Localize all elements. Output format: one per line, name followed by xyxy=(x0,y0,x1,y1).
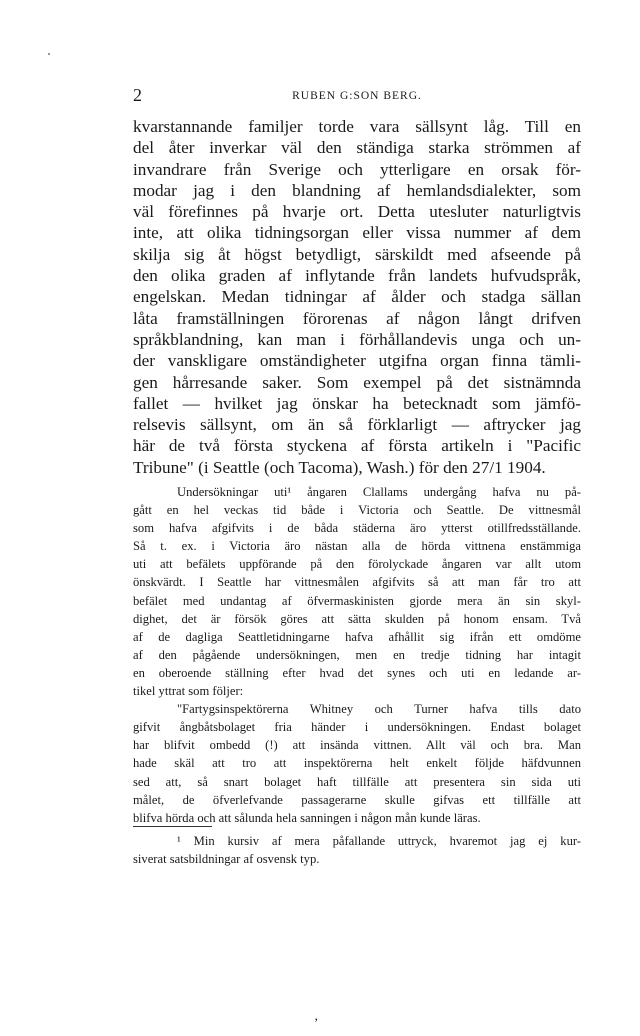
text-line: språkblandning, kan man i förhållandevis unga och un- xyxy=(133,329,581,349)
quote-line: befälet med undantag af öfvermaskinisten gjorde mera än sin skyl- xyxy=(133,593,581,608)
text-line: låta framställningen förorenas af någon långt drifven xyxy=(133,308,581,328)
text-line: inte, att olika tidningsorgan eller vissa nummer af dem xyxy=(133,223,581,243)
page-header xyxy=(133,86,581,106)
quote-line: gifvit ångbåtsbolaget fria händer i undersökningen. Endast bolaget xyxy=(133,720,581,735)
text-line: den olika graden af inflytande från landets hufvudspråk, xyxy=(133,266,581,286)
quote-line: af den pågående undersökningen, men en tredje tidning har intagit xyxy=(133,647,581,662)
quote-line: Undersökningar uti¹ ångaren Clallams undergång hafva nu på- xyxy=(177,485,581,499)
quote-line: af de dagliga Seattletidningarne hafva afhållit sig ifrån ett omdöme xyxy=(133,629,581,644)
text-line: fallet — hvilket jag önskar ha betecknadt som jämfö- xyxy=(133,393,581,413)
print-mark: ʼ xyxy=(314,1015,319,1030)
footnote-divider xyxy=(133,826,212,827)
footnote xyxy=(133,832,581,869)
footnote-line: ¹ Min kursiv af mera påfallande uttryck, hvaremot jag ej kur- xyxy=(177,834,581,848)
text-line: engelskan. Medan tidningar af ålder och stadga sällan xyxy=(133,287,581,307)
footnote-line: siverat satsbildningar af osvensk typ. xyxy=(133,852,320,867)
quote-line: Så t. ex. i Victoria äro nästan alla de hörda vittnena enstämmiga xyxy=(133,539,581,554)
quote-line: som hafva afgifvits i de båda städerna äro ytterst otillfredsställande. xyxy=(133,521,581,536)
quote-line: hade skäl att tro att inspektörerna helt enkelt följde häfdvunnen xyxy=(133,756,581,771)
running-head: RUBEN G:SON BERG. xyxy=(292,90,422,102)
page-number: 2 xyxy=(133,85,142,105)
text-line: Tribune" (i Seattle (och Tacoma), Wash.) för den 27/1 1904. xyxy=(133,457,546,477)
text-line: der vanskligare omständigheter utgifna organ finna tämli- xyxy=(133,351,581,371)
text-line: modar jag i den blandning af hemlandsdialekter, som xyxy=(133,180,581,200)
text-line: del åter inverkar väl den ständiga starka strömmen af xyxy=(133,138,581,158)
text-line: väl förefinnes på hvarje ort. Detta utesluter naturligtvis xyxy=(133,202,581,222)
text-line: relsevis sällsynt, om än så förklarligt — aftrycker jag xyxy=(133,415,581,435)
quote-line: sed att, så snart bolaget haft tillfälle att presentera sin sida uti xyxy=(133,774,581,789)
text-line: kvarstannande familjer torde vara sällsynt låg. Till en xyxy=(133,117,581,136)
text-line: invandrare från Sverige och ytterligare en orsak för- xyxy=(133,159,581,179)
print-speck xyxy=(48,53,50,55)
quote-line: gått en hel veckas tid både i Victoria och Seattle. De vittnesmål xyxy=(133,503,581,518)
quote-line: målet, de öfverlefvande passagerarne skulle gifvas ett tillfälle att xyxy=(133,792,581,807)
quote-line: uti att befälets uppförande på den förolyckade ångaren var allt utom xyxy=(133,557,581,572)
main-text xyxy=(133,116,581,478)
quote-line: en oberoende ställning efter hvad det synes och uti en ledande ar- xyxy=(133,665,581,680)
quote-line: "Fartygsinspektörerna Whitney och Turner hafva tills dato xyxy=(177,702,581,717)
quote-line: tikel yttrat som följer: xyxy=(133,684,244,699)
text-line: gen hårresande saker. Som exempel på det sistnämnda xyxy=(133,372,581,392)
quote-line: önskvärdt. I Seattle har vittnesmålen afgifvits så att man får tro att xyxy=(133,575,581,590)
quote-line: dighet, det är försök göres att sätta skulden på honom ensam. Två xyxy=(133,611,581,626)
text-line: här de två första styckena af första artikeln i "Pacific xyxy=(133,436,581,456)
quoted-article xyxy=(133,483,581,827)
quote-line: har blifvit ombedd (!) att insända vittnen. Allt väl och bra. Man xyxy=(133,738,581,753)
quote-line: blifva hörda och att sålunda hela sanningen i någon mån kunde läras. xyxy=(133,810,481,825)
text-line: skilja sig åt högst betydligt, särskildt med afseende på xyxy=(133,244,581,264)
